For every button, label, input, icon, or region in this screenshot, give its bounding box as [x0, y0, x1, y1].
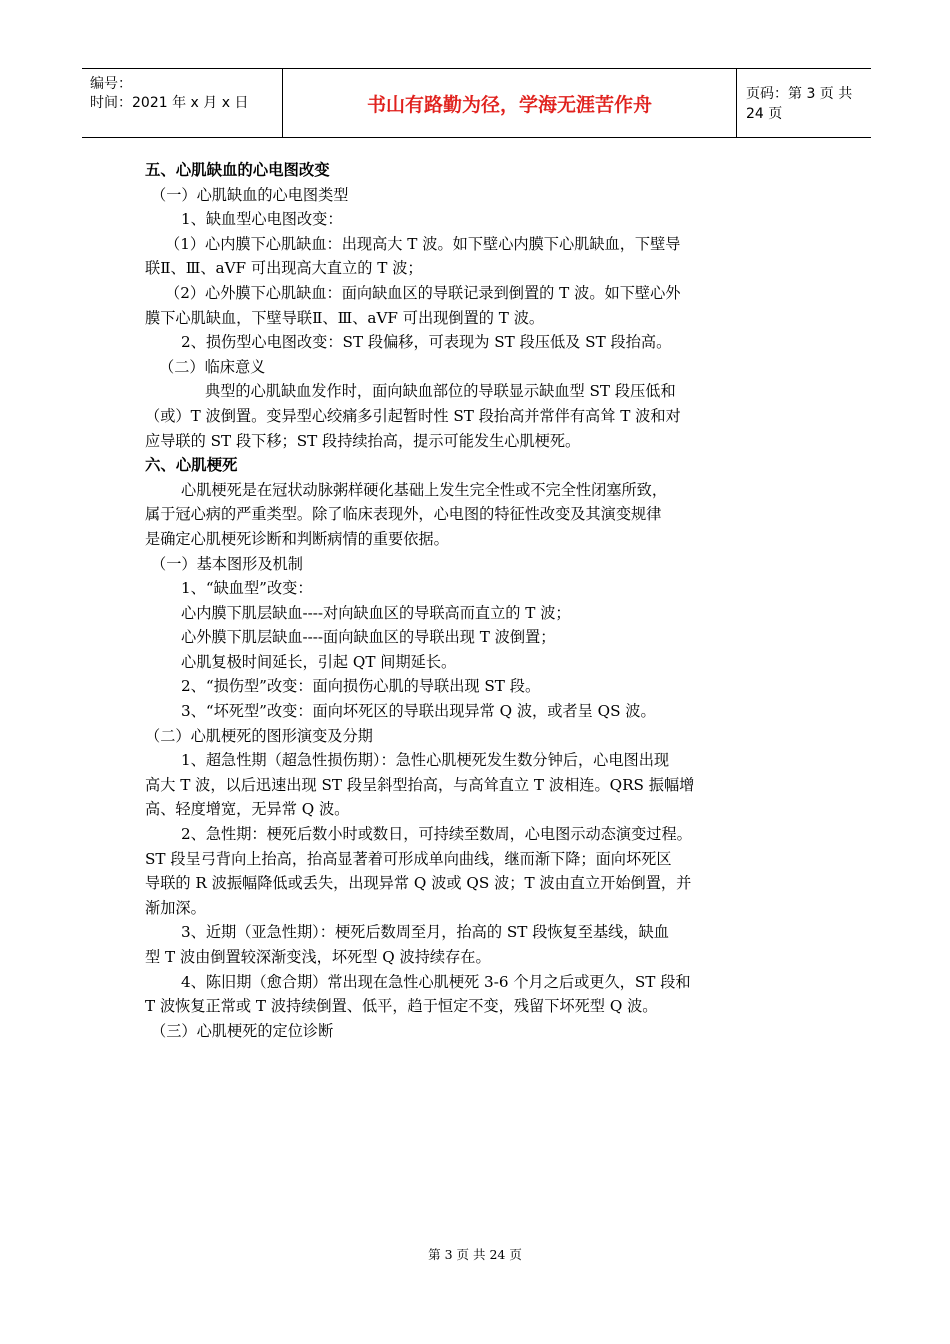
text-line: 应导联的 ST 段下移；ST 段持续抬高，提示可能发生心肌梗死。 [145, 431, 581, 450]
text-line: （2）心外膜下心肌缺血：面向缺血区的导联记录到倒置的 T 波。如下壁心外 [165, 283, 681, 302]
text-line: 导联的 R 波振幅降低或丢失，出现异常 Q 波或 QS 波；T 波由直立开始倒置，并 [145, 874, 692, 893]
text-line: 2、“损伤型”改变：面向损伤心肌的导联出现 ST 段。 [181, 677, 541, 696]
text-line: （1）心内膜下心肌缺血：出现高大 T 波。如下壁心内膜下心肌缺血，下壁导 [165, 234, 681, 253]
text-line: 1、超急性期（超急性损伤期）：急性心肌梗死发生数分钟后，心电图出现 [181, 751, 670, 770]
text-line: 4、陈旧期（愈合期）常出现在急性心肌梗死 3-6 个月之后或更久，ST 段和 [181, 972, 691, 991]
text-line: （一）心肌缺血的心电图类型 [151, 185, 349, 204]
text-line: T 波恢复正常或 T 波持续倒置、低平，趋于恒定不变，残留下坏死型 Q 波。 [145, 997, 658, 1016]
text-line: 心肌梗死是在冠状动脉粥样硬化基础上发生完全性或不完全性闭塞所致， [181, 480, 667, 499]
text-line: 心肌复极时间延长，引起 QT 间期延长。 [181, 652, 457, 671]
text-line: ST 段呈弓背向上抬高，抬高显著着可形成单向曲线，继而渐下降；面向坏死区 [145, 849, 672, 868]
page-footer: 第 3 页 共 24 页 [428, 1247, 522, 1262]
text-line: （二）心肌梗死的图形演变及分期 [145, 726, 373, 745]
text-line: 高大 T 波，以后迅速出现 ST 段呈斜型抬高，与高耸直立 T 波相连。QRS 振幅增 [145, 775, 695, 794]
text-line: （或）T 波倒置。变异型心绞痛多引起暂时性 ST 段抬高并常伴有高耸 T 波和对 [145, 406, 681, 425]
document-date: 时间：2021 年 x 月 x 日 [90, 95, 249, 111]
text-line: 1、缺血型心电图改变： [181, 210, 343, 229]
text-line: 心外膜下肌层缺血----面向缺血区的导联出现 T 波倒置； [181, 628, 556, 647]
page-header [82, 68, 871, 138]
text-line: 渐加深。 [145, 898, 206, 917]
text-line: 1、“缺血型”改变： [181, 579, 313, 598]
header-meta [82, 69, 282, 137]
text-line: 2、损伤型心电图改变：ST 段偏移，可表现为 ST 段压低及 ST 段抬高。 [181, 333, 672, 352]
text-line: 3、“坏死型”改变：面向坏死区的导联出现异常 Q 波，或者呈 QS 波。 [181, 702, 656, 721]
text-line: 2、急性期：梗死后数小时或数日，可持续至数周，心电图示动态演变过程。 [181, 825, 692, 844]
text-line: 膜下心肌缺血，下壁导联Ⅱ、Ⅲ、aVF 可出现倒置的 T 波。 [145, 308, 545, 327]
text-line: 心内膜下肌层缺血----对向缺血区的导联高而直立的 T 波； [181, 603, 571, 622]
text-line: （二）临床意义 [159, 357, 266, 376]
text-line: 属于冠心病的严重类型。除了临床表现外，心电图的特征性改变及其演变规律 [145, 505, 662, 524]
text-line: 3、近期（亚急性期）：梗死后数周至月，抬高的 ST 段恢复至基线，缺血 [181, 923, 669, 942]
text-line: （三）心肌梗死的定位诊断 [151, 1021, 334, 1040]
document-number-label: 编号： [90, 76, 132, 92]
header-page-info: 页码：第 3 页 共 24 页 [746, 86, 853, 122]
section-heading: 五、心肌缺血的心电图改变 [145, 161, 330, 179]
text-line: 联Ⅱ、Ⅲ、aVF 可出现高大直立的 T 波； [145, 259, 423, 278]
text-line: 高、轻度增宽，无异常 Q 波。 [145, 800, 350, 819]
text-line: 型 T 波由倒置较深渐变浅，坏死型 Q 波持续存在。 [145, 948, 491, 966]
text-line: （一）基本图形及机制 [151, 554, 303, 573]
header-motto: 书山有路勤为径，学海无涯苦作舟 [282, 69, 737, 137]
section-heading: 六、心肌梗死 [145, 456, 238, 475]
text-line: 是确定心肌梗死诊断和判断病情的重要依据。 [145, 529, 449, 548]
text-line: 典型的心肌缺血发作时，面向缺血部位的导联显示缺血型 ST 段压低和 [205, 382, 676, 401]
document-body [145, 158, 815, 1043]
